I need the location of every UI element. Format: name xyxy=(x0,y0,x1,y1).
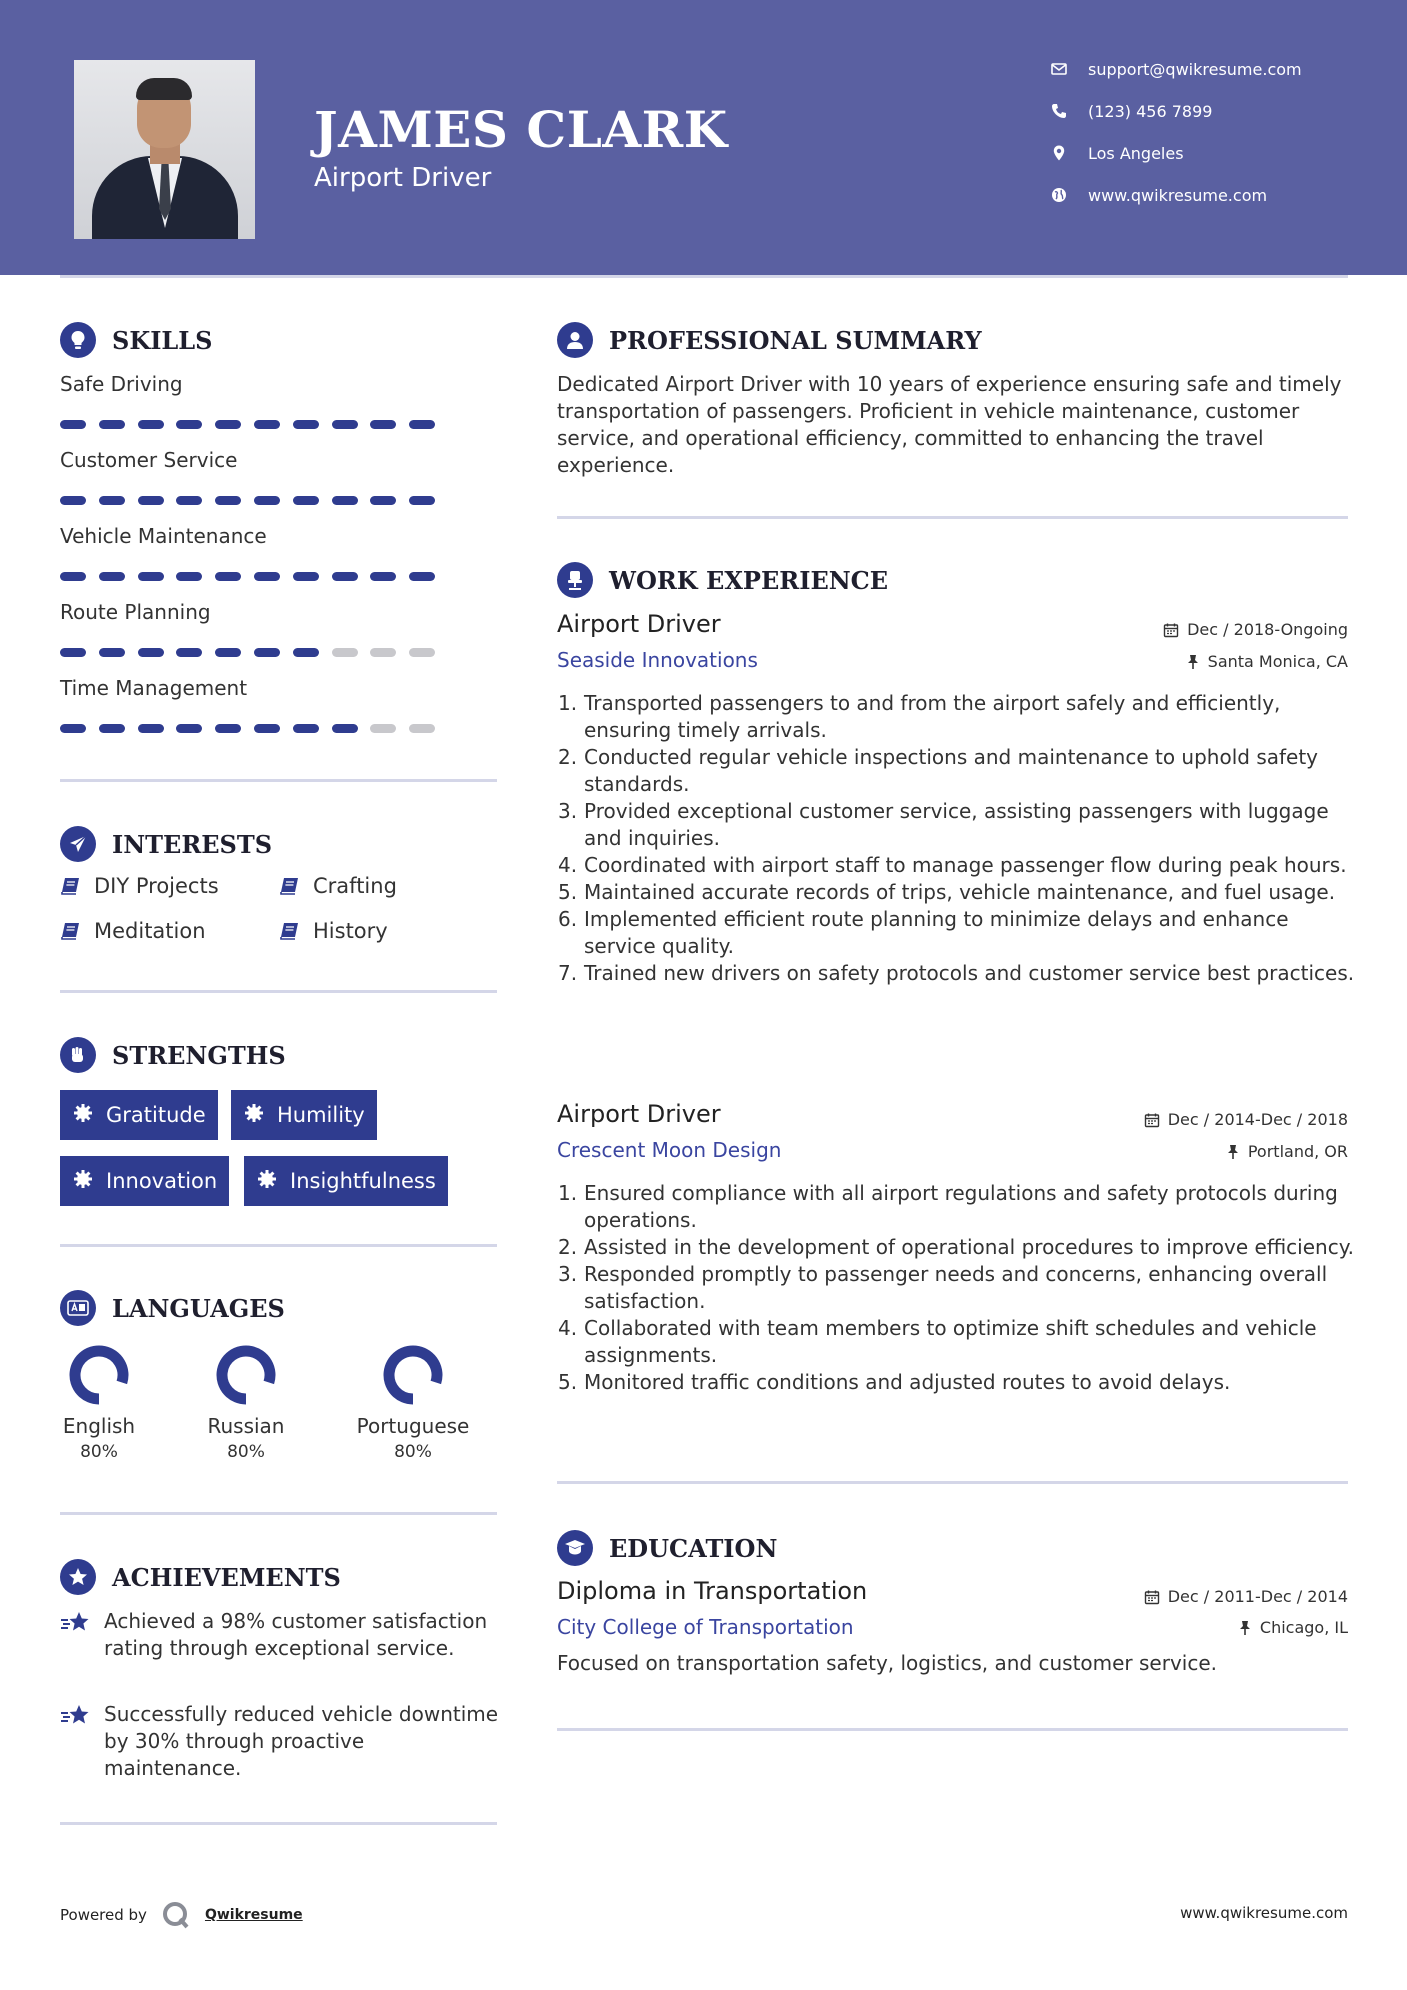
skill-dot-filled xyxy=(99,572,125,581)
education-date: Dec / 2011-Dec / 2014 xyxy=(1144,1587,1348,1606)
skill-dot-filled xyxy=(409,420,435,429)
qwikresume-link[interactable]: Qwikresume xyxy=(204,1907,303,1923)
pushpin-icon xyxy=(1226,1144,1240,1160)
skill-dot-filled xyxy=(332,496,358,505)
list-item: 2. Assisted in the development of operational procedures to improve efficiency. xyxy=(558,1235,1355,1259)
contact-phone-text: (123) 456 7899 xyxy=(1088,101,1213,121)
skill-dot-empty xyxy=(332,648,358,657)
summary-heading xyxy=(557,322,982,358)
book-icon xyxy=(60,921,82,941)
skill-name: Route Planning xyxy=(60,600,211,624)
profile-photo xyxy=(74,60,255,239)
strength-tag: Innovation xyxy=(60,1156,229,1206)
skill-dot-filled xyxy=(215,496,241,505)
skill-dot-filled xyxy=(409,496,435,505)
school-name: City College of Transportation xyxy=(557,1615,854,1639)
skill-dot-filled xyxy=(215,420,241,429)
experience-heading xyxy=(557,562,888,598)
job-date: Dec / 2014-Dec / 2018 xyxy=(1144,1110,1348,1129)
skill-rating xyxy=(60,572,440,584)
job-company: Crescent Moon Design xyxy=(557,1138,782,1162)
language-progress-ring xyxy=(68,1344,130,1406)
contact-phone[interactable] xyxy=(1050,98,1370,124)
language-progress-arc xyxy=(222,1351,270,1399)
language-percent: 80% xyxy=(394,1442,432,1462)
skill-dot-filled xyxy=(138,496,164,505)
contact-website-text: www.qwikresume.com xyxy=(1088,185,1268,205)
skill-dot-filled xyxy=(176,724,202,733)
translate-icon xyxy=(60,1290,96,1326)
education-heading xyxy=(557,1530,777,1566)
contact-website[interactable] xyxy=(1050,182,1370,208)
skill-dot-filled xyxy=(293,724,319,733)
education-title: EDUCATION xyxy=(609,1533,778,1563)
skill-rating xyxy=(60,496,440,508)
skill-dot-filled xyxy=(99,724,125,733)
candidate-role: Airport Driver xyxy=(314,163,492,193)
contact-location-text: Los Angeles xyxy=(1088,143,1184,163)
contact-location xyxy=(1050,140,1370,166)
gear-icon xyxy=(243,1102,265,1129)
list-item: 5. Maintained accurate records of trips, vehicle maintenance, and fuel usage. xyxy=(558,880,1336,904)
list-item: 3. Responded promptly to passenger needs and concerns, enhancing overall satisfaction. xyxy=(558,1262,1328,1313)
degree-title: Diploma in Transportation xyxy=(557,1577,868,1605)
job-title: Airport Driver xyxy=(557,1100,721,1128)
summary-text: Dedicated Airport Driver with 10 years of experience ensuring safe and timely transportation of passengers. Proficient in vehicle maintenance, customer service, and operational efficiency, committed to enhancing the travel experience. xyxy=(557,372,1342,477)
skill-dot-filled xyxy=(99,420,125,429)
skill-name: Time Management xyxy=(60,676,248,700)
powered-by: Powered by Qwikresume xyxy=(60,1900,303,1930)
qwikresume-logo-icon xyxy=(161,1900,191,1930)
section-divider xyxy=(60,779,497,782)
skill-dot-filled xyxy=(409,572,435,581)
skill-dot-filled xyxy=(176,648,202,657)
skill-rating xyxy=(60,420,440,432)
list-item: 2. Conducted regular vehicle inspections and maintenance to uphold safety standards. xyxy=(558,745,1319,796)
candidate-name: JAMES CLARK xyxy=(314,100,728,159)
skill-name: Vehicle Maintenance xyxy=(60,524,267,548)
office-chair-icon xyxy=(557,562,593,598)
skill-name: Customer Service xyxy=(60,448,238,472)
contact-email-text: support@qwikresume.com xyxy=(1088,59,1302,79)
language-progress-arc xyxy=(75,1351,123,1399)
pushpin-icon xyxy=(1238,1620,1252,1636)
skill-dot-filled xyxy=(60,572,86,581)
skill-dot-filled xyxy=(370,496,396,505)
list-item: 4. Collaborated with team members to optimize shift schedules and vehicle assignments. xyxy=(558,1316,1317,1367)
list-item: 3. Provided exceptional customer service, assisting passengers with luggage and inquiries. xyxy=(558,799,1329,850)
experience-title: WORK EXPERIENCE xyxy=(609,565,889,595)
section-divider xyxy=(60,1244,497,1247)
skill-rating xyxy=(60,648,440,660)
book-icon xyxy=(279,876,301,896)
skill-rating xyxy=(60,724,440,736)
language-percent: 80% xyxy=(80,1442,118,1462)
strengths-heading xyxy=(60,1037,286,1073)
education-location: Chicago, IL xyxy=(1238,1618,1348,1637)
summary-title: PROFESSIONAL SUMMARY xyxy=(609,325,982,355)
globe-icon xyxy=(1050,186,1068,204)
skill-dot-filled xyxy=(254,496,280,505)
star-badge-icon xyxy=(60,1559,96,1595)
skill-dot-empty xyxy=(370,648,396,657)
section-divider xyxy=(60,990,497,993)
skill-dot-filled xyxy=(176,572,202,581)
skill-dot-filled xyxy=(215,572,241,581)
language-percent: 80% xyxy=(227,1442,265,1462)
skills-heading xyxy=(60,322,213,358)
strength-tag: Gratitude xyxy=(60,1090,218,1140)
skill-dot-filled xyxy=(254,420,280,429)
skill-dot-filled xyxy=(254,648,280,657)
resume-header xyxy=(0,0,1407,275)
job-date: Dec / 2018-Ongoing xyxy=(1163,620,1348,639)
section-divider xyxy=(60,1822,497,1825)
language-name: Portuguese xyxy=(356,1414,470,1438)
language-item xyxy=(29,1344,169,1462)
language-item xyxy=(176,1344,316,1462)
job-bullets xyxy=(558,690,1356,987)
list-item: 6. Implemented efficient route planning to minimize delays and enhance service quality. xyxy=(558,907,1289,958)
strength-tag: Humility xyxy=(231,1090,377,1140)
envelope-icon xyxy=(1050,60,1068,78)
interests-title: INTERESTS xyxy=(112,829,273,859)
skill-dot-filled xyxy=(293,496,319,505)
achievements-heading xyxy=(60,1559,341,1595)
section-divider xyxy=(557,1728,1348,1731)
gear-icon xyxy=(256,1168,278,1195)
list-item: 5. Monitored traffic conditions and adjusted routes to avoid delays. xyxy=(558,1370,1231,1394)
skill-dot-empty xyxy=(409,648,435,657)
language-item xyxy=(343,1344,483,1462)
skill-dot-filled xyxy=(176,496,202,505)
section-divider xyxy=(60,1512,497,1515)
skill-dot-filled xyxy=(370,572,396,581)
contact-email[interactable] xyxy=(1050,56,1370,82)
language-progress-ring xyxy=(382,1344,444,1406)
skill-dot-filled xyxy=(138,648,164,657)
skill-dot-filled xyxy=(138,572,164,581)
raised-fist-icon xyxy=(60,1037,96,1073)
language-progress-ring xyxy=(215,1344,277,1406)
language-name: Russian xyxy=(207,1414,285,1438)
skill-dot-filled xyxy=(254,572,280,581)
job-location: Santa Monica, CA xyxy=(1186,652,1348,671)
pushpin-icon xyxy=(1186,654,1200,670)
language-name: English xyxy=(62,1414,136,1438)
interest-item: DIY Projects xyxy=(60,874,219,898)
skill-dot-filled xyxy=(99,648,125,657)
skill-dot-empty xyxy=(409,724,435,733)
star-icon xyxy=(60,1701,94,1782)
skill-dot-filled xyxy=(138,420,164,429)
skill-dot-filled xyxy=(293,572,319,581)
gear-icon xyxy=(72,1102,94,1129)
paper-plane-icon xyxy=(60,826,96,862)
skill-dot-filled xyxy=(60,648,86,657)
list-item: 1. Ensured compliance with all airport regulations and safety protocols during operations. xyxy=(558,1181,1338,1232)
skills-title: SKILLS xyxy=(112,325,213,355)
language-progress-arc xyxy=(389,1351,437,1399)
strengths-title: STRENGTHS xyxy=(112,1040,286,1070)
skill-dot-filled xyxy=(215,648,241,657)
skill-dot-filled xyxy=(60,420,86,429)
graduation-cap-icon xyxy=(557,1530,593,1566)
job-location: Portland, OR xyxy=(1226,1142,1348,1161)
skill-dot-filled xyxy=(99,496,125,505)
star-icon xyxy=(60,1608,94,1662)
skill-dot-filled xyxy=(60,496,86,505)
achievements-title: ACHIEVEMENTS xyxy=(112,1562,341,1592)
job-bullets xyxy=(558,1180,1356,1396)
skill-dot-filled xyxy=(138,724,164,733)
phone-icon xyxy=(1050,102,1068,120)
skill-dot-filled xyxy=(176,420,202,429)
lightbulb-icon xyxy=(60,322,96,358)
calendar-icon xyxy=(1144,1589,1160,1605)
list-item: 7. Trained new drivers on safety protocols and customer service best practices. xyxy=(558,961,1355,985)
map-pin-icon xyxy=(1050,144,1068,162)
job-company: Seaside Innovations xyxy=(557,648,758,672)
list-item: 4. Coordinated with airport staff to manage passenger flow during peak hours. xyxy=(558,853,1347,877)
skill-dot-filled xyxy=(215,724,241,733)
skill-dot-filled xyxy=(332,420,358,429)
job-title: Airport Driver xyxy=(557,610,721,638)
book-icon xyxy=(279,921,301,941)
section-divider xyxy=(557,1481,1348,1484)
list-item: 1. Transported passengers to and from the airport safely and efficiently, ensuring timely arrivals. xyxy=(558,691,1281,742)
languages-heading xyxy=(60,1290,285,1326)
skill-dot-filled xyxy=(60,724,86,733)
header-divider xyxy=(60,275,1348,278)
interests-heading xyxy=(60,826,272,862)
skill-dot-filled xyxy=(332,572,358,581)
user-icon xyxy=(557,322,593,358)
calendar-icon xyxy=(1144,1112,1160,1128)
skill-name: Safe Driving xyxy=(60,372,183,396)
skill-dot-filled xyxy=(293,648,319,657)
section-divider xyxy=(557,516,1348,519)
footer-website[interactable]: www.qwikresume.com xyxy=(1180,1904,1348,1922)
achievement-item: Achieved a 98% customer satisfaction rating through exceptional service. xyxy=(60,1608,500,1662)
achievement-item: Successfully reduced vehicle downtime by 30% through proactive maintenance. xyxy=(60,1701,500,1782)
languages-title: LANGUAGES xyxy=(112,1293,285,1323)
education-description: Focused on transportation safety, logistics, and customer service. xyxy=(557,1651,1218,1675)
skill-dot-empty xyxy=(370,724,396,733)
book-icon xyxy=(60,876,82,896)
interest-item: History xyxy=(279,919,388,943)
skill-dot-filled xyxy=(254,724,280,733)
gear-icon xyxy=(72,1168,94,1195)
strength-tag: Insightfulness xyxy=(244,1156,448,1206)
skill-dot-filled xyxy=(332,724,358,733)
interest-item: Meditation xyxy=(60,919,206,943)
interest-item: Crafting xyxy=(279,874,397,898)
skill-dot-filled xyxy=(293,420,319,429)
calendar-icon xyxy=(1163,622,1179,638)
skill-dot-filled xyxy=(370,420,396,429)
